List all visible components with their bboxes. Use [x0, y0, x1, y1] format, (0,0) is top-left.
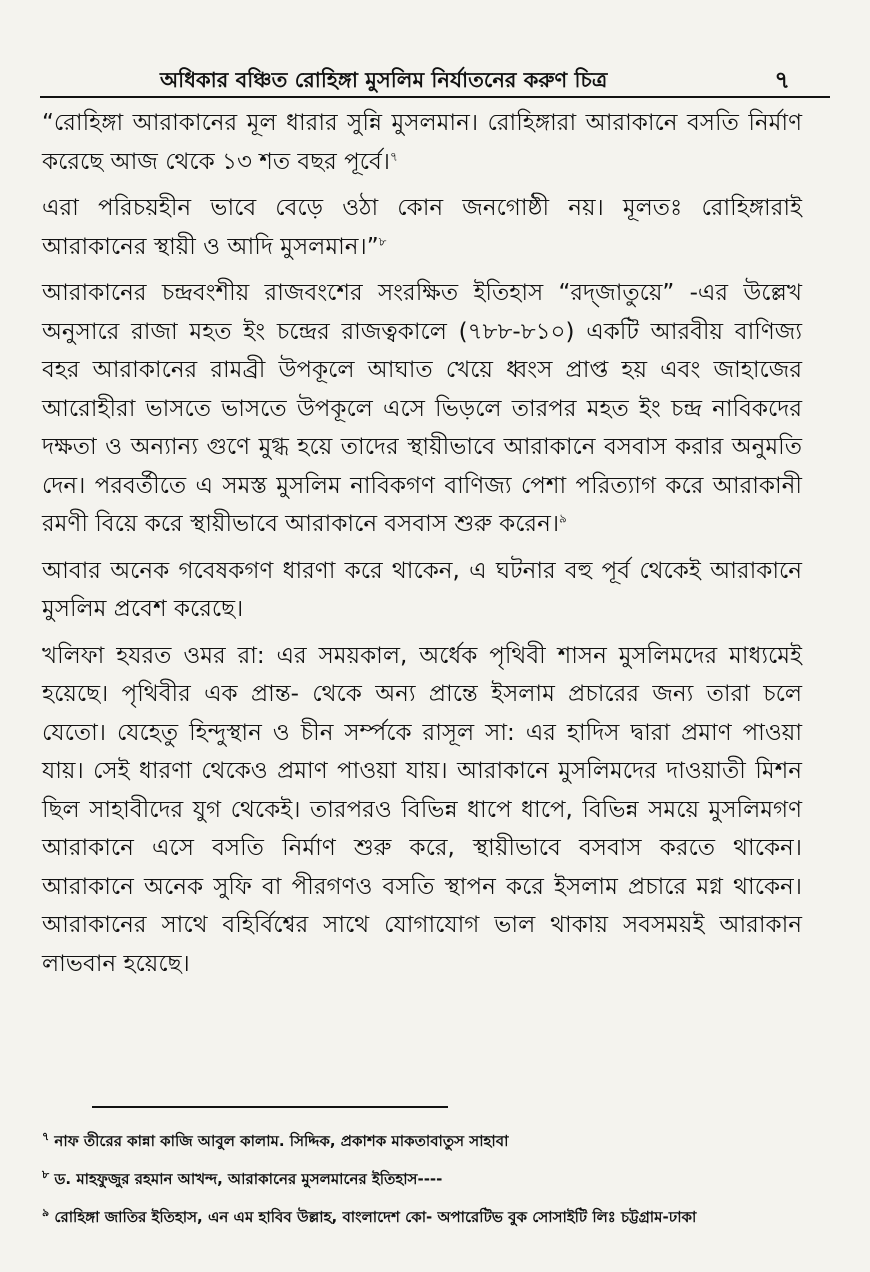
paragraph-3 — [42, 274, 802, 544]
paragraph-text: আবার অনেক গবেষকগণ ধারণা করে থাকেন, এ ঘটনার বহু পূর্ব থেকেই আরাকানে মুসলিম প্রবেশ করেছে। — [42, 557, 802, 622]
footnote-mark: ৭ — [42, 1130, 50, 1143]
footnote-text: রোহিঙ্গা জাতির ইতিহাস, এন এম হাবিব উল্লাহ, বাংলাদেশ কো- অপারেটিভ বুক সোসাইটি লিঃ চট্টগ্রাম-ঢাকা — [54, 1208, 697, 1226]
footnote-9 — [42, 1204, 822, 1230]
footnote-divider — [92, 1106, 448, 1108]
footnotes — [42, 1128, 822, 1242]
footnote-mark: ৯ — [42, 1206, 50, 1219]
footnote-text: নাফ তীরের কান্না কাজি আবুল কালাম. সিদ্দিক, প্রকাশক মাকতাবাতুস সাহাবা — [54, 1132, 509, 1150]
footnote-text: ড. মাহফুজুর রহমান আখন্দ, আরাকানের মুসলমানের ইতিহাস---- — [54, 1170, 443, 1188]
footnote-ref[interactable]: ৯ — [559, 511, 567, 526]
footnote-8 — [42, 1166, 822, 1192]
paragraph-1 — [42, 104, 802, 181]
paragraph-text: আরাকানের চন্দ্রবংশীয় রাজবংশের সংরক্ষিত ইতিহাস “রদ্জাতুয়ে” -এর উল্লেখ অনুসারে রাজা মহত ইং চন্দ্রের রাজত্বকালে (৭৮৮-৮১০) একটি আরবীয় বাণিজ্য বহর আরাকানের রামব্রী উপকূলে আঘাত খেয়ে ধ্বংস প্রাপ্ত হয় এবং জাহাজের আরোহীরা ভাসতে ভাসতে উপকূলে এসে ভিড়লে তারপর মহত ইং চন্দ্র নাবিকদের দক্ষতা ও অন্যান্য গুণে মুগ্ধ হয়ে তাদের স্থায়ীভাবে আরাকানে বসবাস করার অনুমতি দেন। পরবর্তীতে এ সমস্ত মুসলিম নাবিকগণ বাণিজ্য পেশা পরিত্যাগ করে আরাকানী রমণী বিয়ে করে স্থায়ীভাবে আরাকানে বসবাস শুরু করেন। — [42, 280, 802, 537]
page-number: ৭ — [774, 66, 790, 94]
footnote-ref[interactable]: ৮ — [378, 233, 387, 248]
body-text — [42, 104, 802, 991]
running-header — [40, 62, 830, 98]
paragraph-4 — [42, 552, 802, 629]
footnote-ref[interactable]: ৭ — [390, 148, 398, 163]
footnote-7 — [42, 1128, 822, 1154]
header-title: অধিকার বঞ্চিত রোহিঙ্গা মুসলিম নির্যাতনের করুণ চিত্র — [160, 68, 608, 92]
footnote-mark: ৮ — [42, 1168, 50, 1181]
paragraph-text: এরা পরিচয়হীন ভাবে বেড়ে ওঠা কোন জনগোষ্ঠী নয়। মূলতঃ রোহিঙ্গারাই আরাকানের স্থায়ী ও আদি মুসলমান।” — [42, 195, 802, 260]
paragraph-2 — [42, 189, 802, 266]
paragraph-5 — [42, 637, 802, 984]
paragraph-text: খলিফা হযরত ওমর রা: এর সময়কাল, অর্ধেক পৃথিবী শাসন মুসলিমদের মাধ্যমেই হয়েছে। পৃথিবীর এক প্রান্ত- থেকে অন্য প্রান্তে ইসলাম প্রচারের জন্য তারা চলে যেতো। যেহেতু হিন্দুস্থান ও চীন সর্ম্পকে রাসূল সা: এর হাদিস দ্বারা প্রমাণ পাওয়া যায়। সেই ধারণা থেকেও প্রমাণ পাওয়া যায়। আরাকানে মুসলিমদের দাওয়াতী মিশন ছিল সাহাবীদের যুগ থেকেই। তারপরও বিভিন্ন ধাপে ধাপে, বিভিন্ন সময়ে মুসলিমগণ আরাকানে এসে বসতি নির্মাণ শুরু করে, স্থায়ীভাবে বসবাস করতে থাকেন। আরাকানে অনেক সুফি বা পীরগণও বসতি স্থাপন করে ইসলাম প্রচারে মগ্ন থাকেন। আরাকানের সাথে বহির্বিশ্বের সাথে যোগাযোগ ভাল থাকায় সবসময়ই আরাকান লাভবান হয়েছে। — [42, 642, 802, 977]
paragraph-text: “রোহিঙ্গা আরাকানের মূল ধারার সুন্নি মুসলমান। রোহিঙ্গারা আরাকানে বসতি নির্মাণ করেছে আজ থেকে ১৩ শত বছর পূর্বে। — [42, 110, 802, 175]
